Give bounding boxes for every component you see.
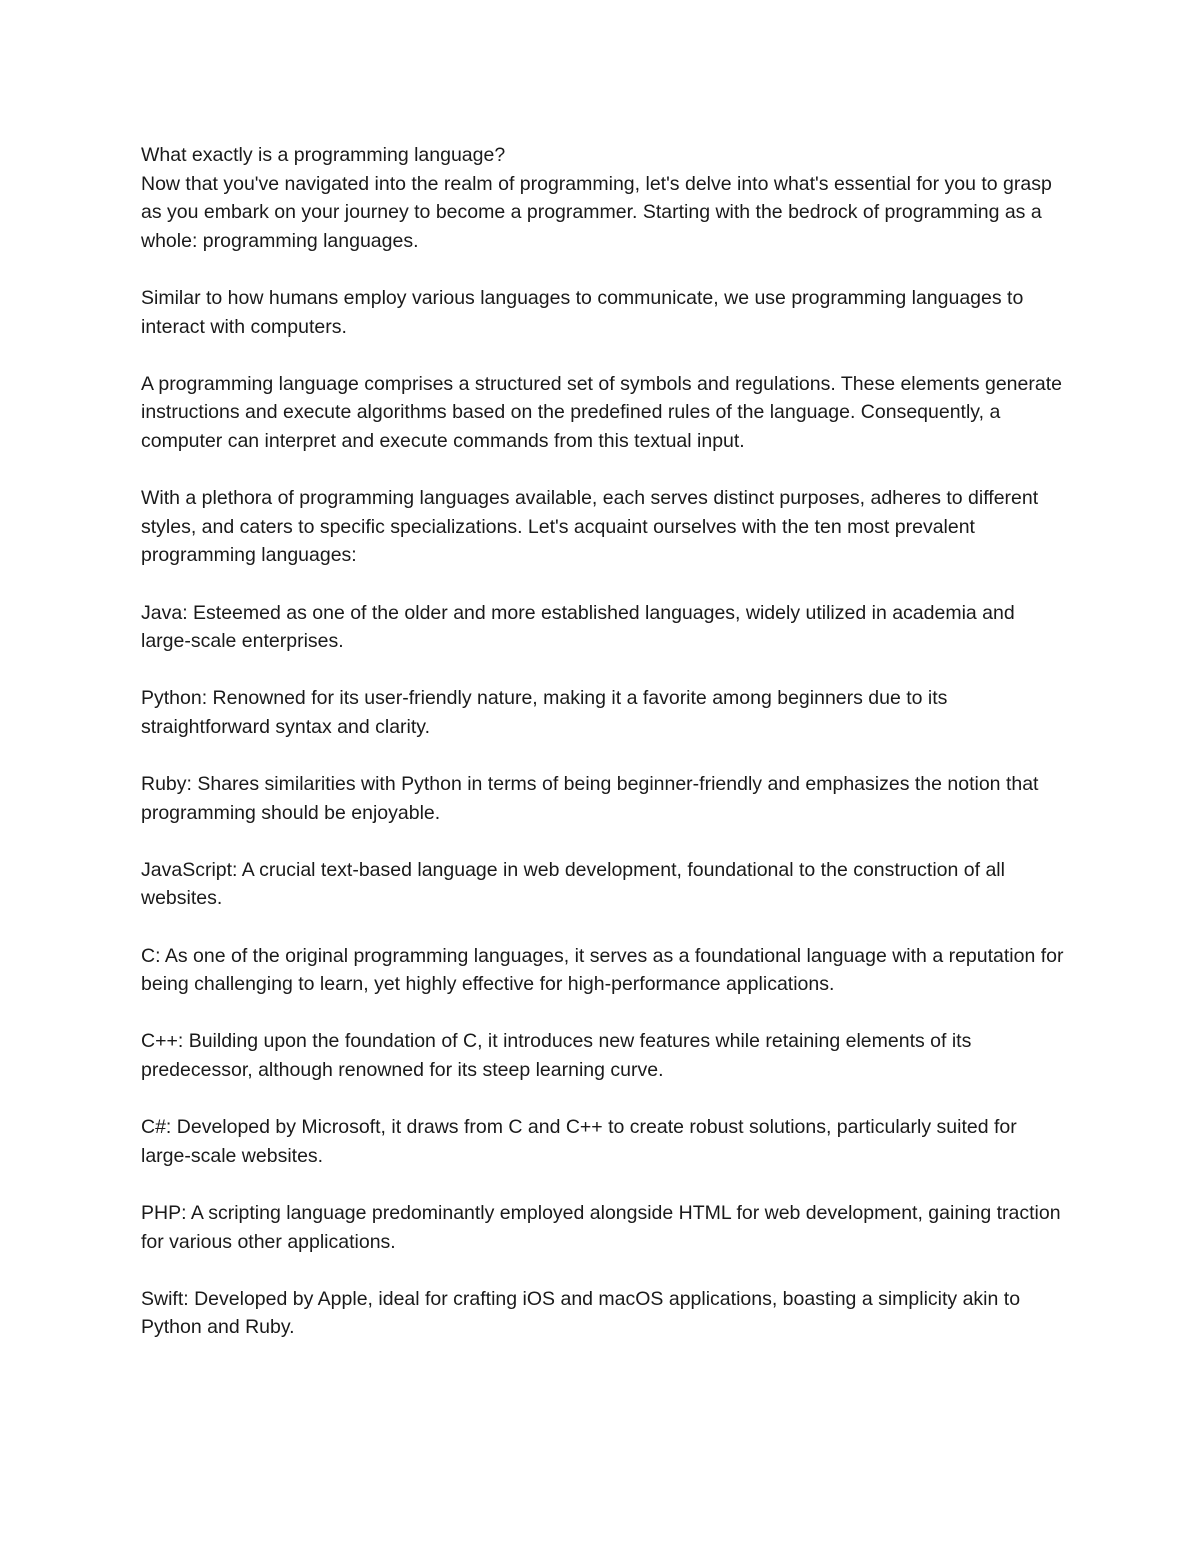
paragraph-csharp: C#: Developed by Microsoft, it draws from C and C++ to create robust solutions, particularly suited for large-scale websites. — [141, 1116, 1017, 1167]
intro-block — [141, 141, 1066, 255]
paragraph-cpp: C++: Building upon the foundation of C, it introduces new features while retaining elements of its predecessor, although renowned for its steep learning curve. — [141, 1030, 972, 1081]
paragraph-java: Java: Esteemed as one of the older and more established languages, widely utilized in academia and large-scale enterprises. — [141, 601, 1015, 653]
paragraph-overview: With a plethora of programming languages available, each serves distinct purposes, adheres to different styles, and caters to specific specializations. Let's acquaint ourselves with the ten most prevalent programming languages: — [141, 487, 1039, 567]
paragraph-definition: A programming language comprises a structured set of symbols and regulations. These elements generate instructions and execute algorithms based on the predefined rules of the language. Consequently, a computer can interpret and execute commands from this textual input. — [141, 372, 1062, 452]
document-page — [141, 141, 1066, 1371]
paragraph-c: C: As one of the original programming languages, it serves as a foundational language with a reputation for being challenging to learn, yet highly effective for high-performance applications. — [141, 944, 1064, 996]
paragraph-javascript: JavaScript: A crucial text-based language in web development, foundational to the construction of all websites. — [141, 858, 1005, 910]
document-title: What exactly is a programming language? — [141, 144, 506, 166]
intro-paragraph: Now that you've navigated into the realm of programming, let's delve into what's essential for you to grasp as you embark on your journey to become a programmer. Starting with the bedrock of programming as a whole: programming languages. — [141, 172, 1052, 252]
paragraph-communication: Similar to how humans employ various languages to communicate, we use programming languages to interact with computers. — [141, 286, 1024, 338]
paragraph-php: PHP: A scripting language predominantly employed alongside HTML for web development, gaining traction for various other applications. — [141, 1201, 1061, 1253]
paragraph-python: Python: Renowned for its user-friendly nature, making it a favorite among beginners due to its straightforward syntax and clarity. — [141, 687, 948, 738]
paragraph-ruby: Ruby: Shares similarities with Python in terms of being beginner-friendly and emphasizes the notion that programming should be enjoyable. — [141, 773, 1039, 824]
paragraph-swift: Swift: Developed by Apple, ideal for crafting iOS and macOS applications, boasting a simplicity akin to Python and Ruby. — [141, 1287, 1021, 1339]
